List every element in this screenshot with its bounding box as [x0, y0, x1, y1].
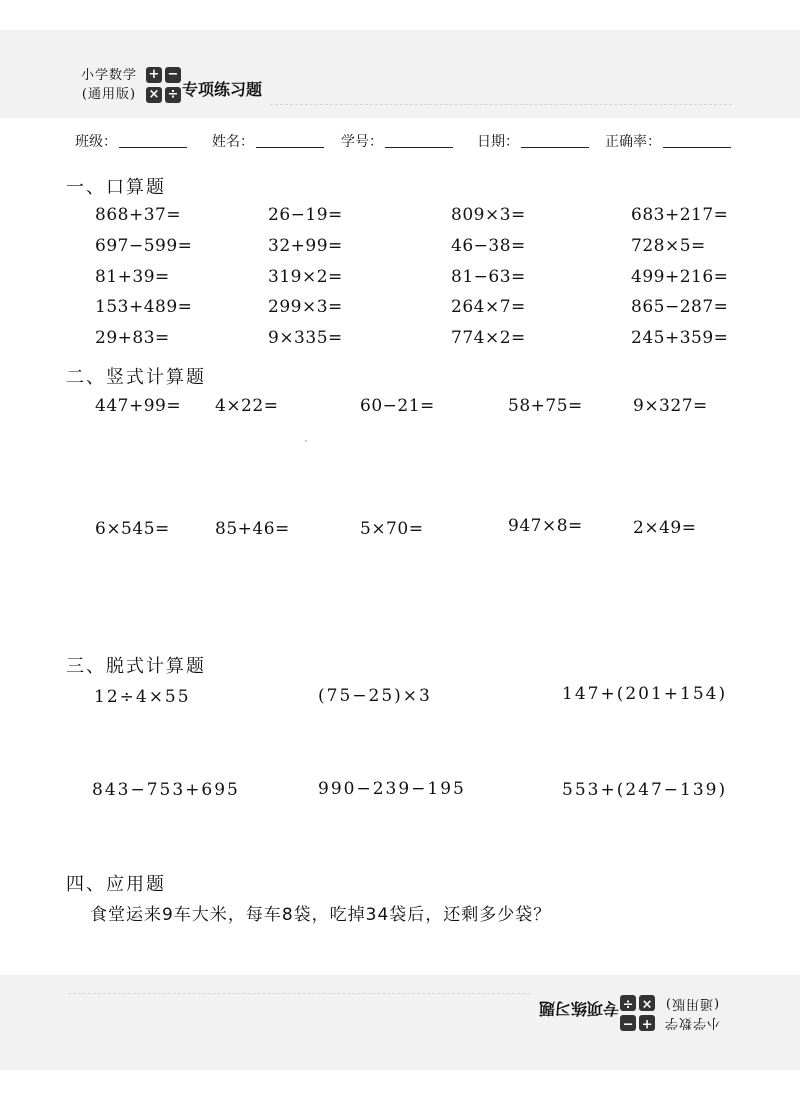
- name-blank[interactable]: [256, 133, 324, 148]
- oral-problem: 809×3=: [451, 205, 526, 225]
- word-problem: 食堂运来9车大米，每车8袋，吃掉34袋后，还剩多少袋？: [90, 905, 552, 925]
- oral-problem: 319×2=: [268, 267, 343, 287]
- brand-title-footer: 专项练习题: [538, 999, 619, 1018]
- oral-problem: 697−599=: [95, 236, 193, 256]
- oral-problem: 868+37=: [95, 205, 182, 225]
- scan-speck: [305, 440, 307, 442]
- stepwise-problem: 553+(247−139): [562, 780, 728, 800]
- section-title-stepwise: 三、脱式计算题: [66, 656, 206, 677]
- name-field[interactable]: [212, 131, 324, 151]
- oral-problem: 9×335=: [268, 328, 343, 348]
- student-info-row: [75, 131, 745, 155]
- date-field[interactable]: [477, 131, 589, 151]
- brand-text: [74, 66, 144, 104]
- multiply-icon: ×: [639, 995, 655, 1011]
- vertical-problem: 5×70=: [360, 519, 424, 539]
- oral-problem: 865−287=: [631, 297, 729, 317]
- divide-icon: ÷: [620, 995, 636, 1011]
- stepwise-problem: 147+(201+154): [562, 684, 728, 704]
- vertical-problem: 4×22=: [215, 396, 279, 416]
- oral-problem: 245+359=: [631, 328, 729, 348]
- brand-line2: (通用版): [81, 87, 137, 102]
- stepwise-problem: 12÷4×55: [94, 687, 191, 707]
- name-label: 姓名：: [212, 134, 254, 150]
- accuracy-label: 正确率：: [605, 134, 661, 150]
- student-no-label: 学号：: [341, 134, 383, 150]
- brand-title: 专项练习题: [182, 80, 263, 99]
- oral-problem: 153+489=: [95, 297, 193, 317]
- stepwise-problem: 990−239−195: [318, 779, 466, 799]
- plus-icon: +: [146, 67, 162, 83]
- brand-header: [74, 66, 269, 110]
- date-blank[interactable]: [521, 133, 589, 148]
- vertical-problem: 447+99=: [95, 396, 182, 416]
- section-title-application: 四、应用题: [66, 874, 166, 895]
- student-no-blank[interactable]: [385, 133, 453, 148]
- oral-problem: 774×2=: [451, 328, 526, 348]
- section-title-vertical: 二、竖式计算题: [66, 367, 206, 388]
- oral-problem: 26−19=: [268, 205, 343, 225]
- vertical-problem: 60−21=: [360, 396, 435, 416]
- oral-problem: 81−63=: [451, 267, 526, 287]
- stepwise-problem: (75−25)×3: [318, 686, 432, 706]
- oral-problem: 499+216=: [631, 267, 729, 287]
- oral-problem: 683+217=: [631, 205, 729, 225]
- class-field[interactable]: [75, 131, 187, 151]
- section-title-oral: 一、口算题: [66, 177, 166, 198]
- oral-problem: 32+99=: [268, 236, 343, 256]
- oral-problem: 299×3=: [268, 297, 343, 317]
- oral-problem: 81+39=: [95, 267, 170, 287]
- plus-icon: +: [639, 1015, 655, 1031]
- brand-footer-mirrored: [532, 988, 727, 1032]
- multiply-icon: ×: [146, 87, 162, 103]
- vertical-problem: 9×327=: [633, 396, 708, 416]
- class-blank[interactable]: [119, 133, 187, 148]
- oral-problem: 264×7=: [451, 297, 526, 317]
- accuracy-field[interactable]: [605, 131, 731, 151]
- vertical-problem: 6×545=: [95, 519, 170, 539]
- minus-icon: −: [165, 67, 181, 83]
- date-label: 日期：: [477, 134, 519, 150]
- vertical-problem: 2×49=: [633, 518, 697, 538]
- oral-problem: 29+83=: [95, 328, 170, 348]
- class-label: 班级：: [75, 134, 117, 150]
- math-ops-icon: [146, 67, 182, 105]
- math-ops-icon-footer: [619, 993, 655, 1031]
- brand-line2-footer: (通用版): [664, 996, 720, 1011]
- vertical-problem: 947×8=: [508, 516, 583, 536]
- brand-text-footer: [657, 994, 727, 1032]
- oral-problem: 46−38=: [451, 236, 526, 256]
- accuracy-blank[interactable]: [663, 133, 731, 148]
- header-rule: [270, 104, 732, 105]
- vertical-problem: 85+46=: [215, 519, 290, 539]
- divide-icon: ÷: [165, 87, 181, 103]
- vertical-problem: 58+75=: [508, 396, 583, 416]
- oral-problem: 728×5=: [631, 236, 706, 256]
- footer-rule: [68, 993, 530, 994]
- brand-line1-footer: 小学数学: [664, 1015, 721, 1030]
- stepwise-problem: 843−753+695: [92, 780, 240, 800]
- minus-icon: −: [620, 1015, 636, 1031]
- student-no-field[interactable]: [341, 131, 453, 151]
- brand-line1: 小学数学: [80, 68, 137, 83]
